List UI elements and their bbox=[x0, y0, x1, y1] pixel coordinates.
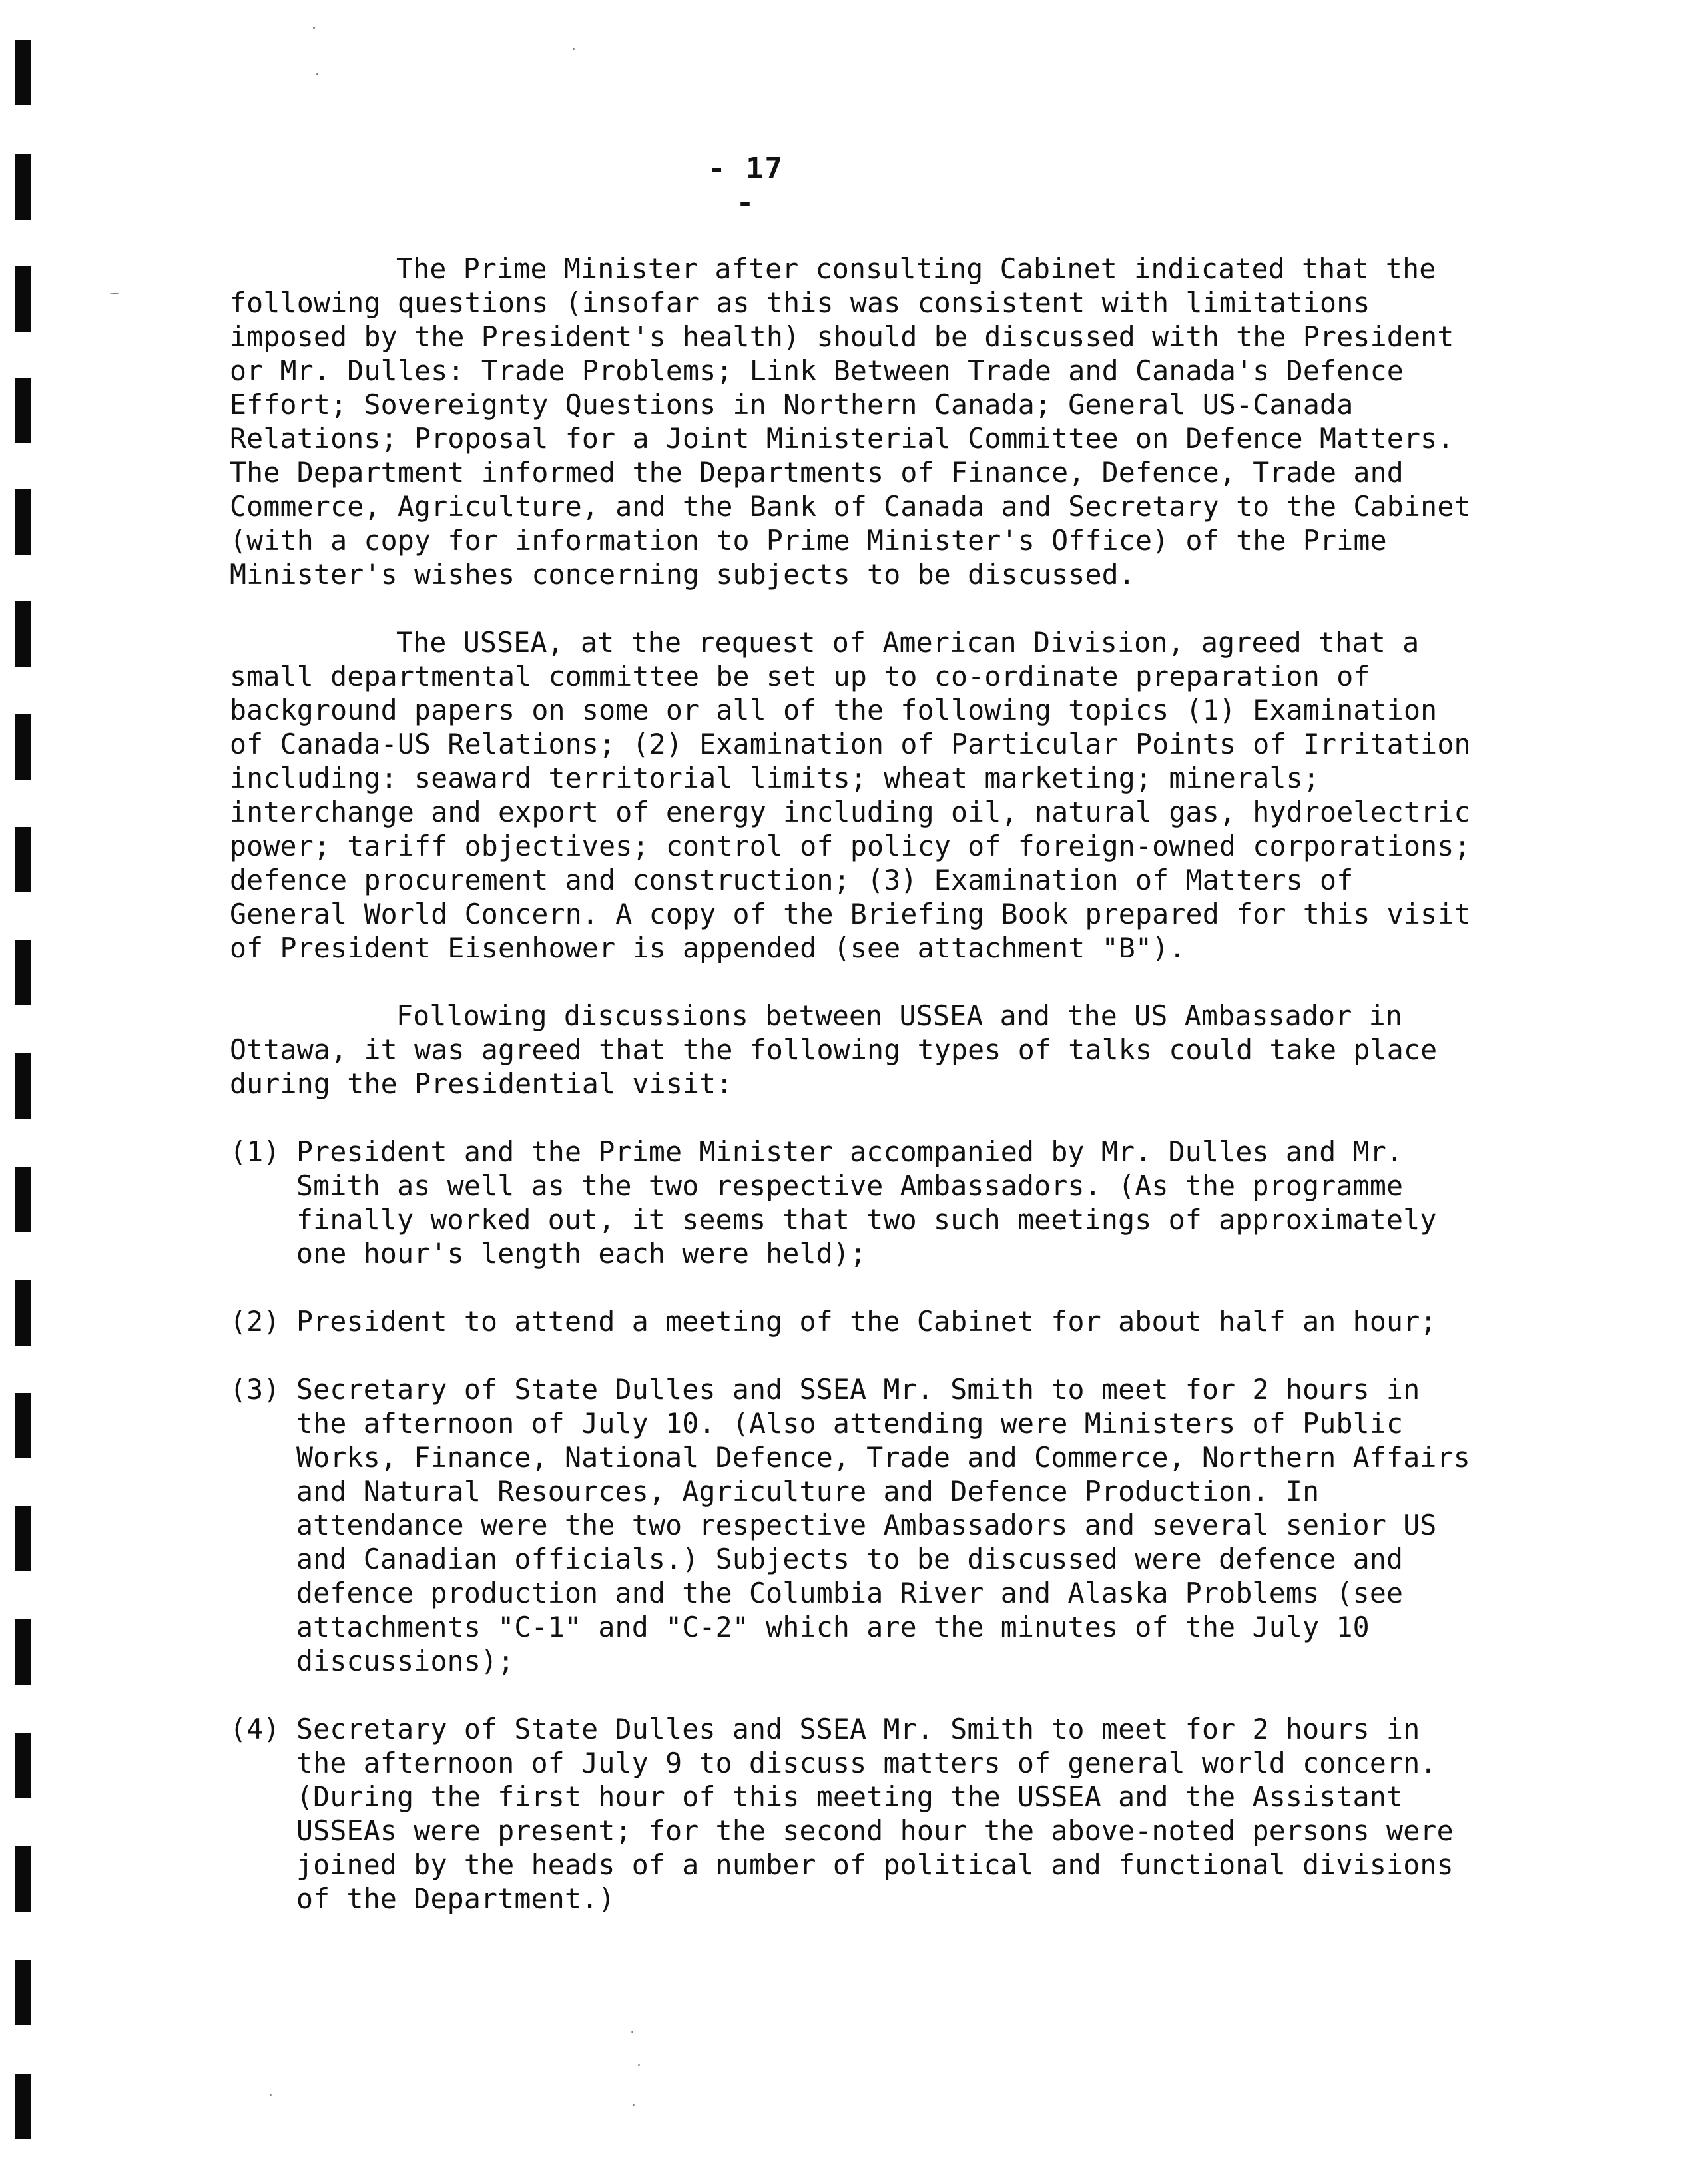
page-number: - 17 - bbox=[708, 152, 784, 220]
binder-mark bbox=[15, 601, 31, 667]
scan-speck bbox=[633, 2104, 635, 2106]
scan-speck bbox=[270, 2094, 272, 2096]
list-item bbox=[230, 1712, 1482, 1916]
document-body bbox=[230, 252, 1482, 1950]
list-marker: (1) bbox=[230, 1135, 280, 1168]
binder-mark bbox=[15, 40, 31, 105]
binder-mark bbox=[15, 266, 31, 332]
list-text: President and the Prime Minister accompanied by Mr. Dulles and Mr. Smith as well as the two respective Ambassadors. (As the programme finally worked out, it seems that two such meetings of approximately one hour's length each were held); bbox=[296, 1135, 1437, 1270]
binder-mark bbox=[15, 1733, 31, 1798]
binder-mark bbox=[15, 1167, 31, 1232]
paragraph: Following discussions between USSEA and the US Ambassador in Ottawa, it was agreed that the following types of talks could take place during the Presidential visit: bbox=[230, 999, 1438, 1100]
paragraph: The Prime Minister after consulting Cabinet indicated that the following questions (insofar as this was consistent with limitations imposed by the President's health) should be discussed with the President or Mr. Dulles: Trade Problems; Link Between Trade and Canada's Defence Effort; Sovereignty Questions in Northern Canada; General US-Canada Relations; Proposal for a Joint Ministerial Committee on Defence Matters. The Department informed the Departments of Finance, Defence, Trade and Commerce, Agriculture, and the Bank of Canada and Secretary to the Cabinet (with a copy for information to Prime Minister's Office) of the Prime Minister's wishes concerning subjects to be discussed. bbox=[230, 252, 1471, 591]
list-text: Secretary of State Dulles and SSEA Mr. Smith to meet for 2 hours in the afternoon of July 10. (Also attending were Ministers of Public Works, Finance, National Defence, Trade and Commerce, Northern Affairs and Natural Resources, Agriculture and Defence Production. In attendance were the two respective Ambassadors and several senior US and Canadian officials.) Subjects to be discussed were defence and defence production and the Columbia River and Alaska Problems (see attachments "C-1" and "C-2" which are the minutes of the July 10 discussions); bbox=[296, 1373, 1470, 1677]
binder-mark bbox=[15, 1960, 31, 2025]
list-marker: (4) bbox=[230, 1713, 280, 1745]
binder-mark bbox=[15, 1280, 31, 1346]
list-marker: (2) bbox=[230, 1305, 280, 1338]
binder-mark bbox=[15, 1393, 31, 1458]
list-item bbox=[230, 1372, 1482, 1678]
scan-speck bbox=[316, 73, 318, 75]
scan-speck bbox=[573, 48, 575, 50]
scan-speck bbox=[638, 2064, 640, 2066]
binder-mark bbox=[15, 940, 31, 1005]
binder-punch-marks bbox=[15, 0, 35, 2184]
binder-mark bbox=[15, 1619, 31, 1685]
scan-speck bbox=[631, 2031, 633, 2033]
talks-list bbox=[230, 1135, 1482, 1916]
binder-mark bbox=[15, 489, 31, 555]
binder-mark bbox=[15, 378, 31, 443]
binder-mark bbox=[15, 2074, 31, 2139]
binder-mark bbox=[15, 1846, 31, 1912]
binder-mark bbox=[15, 1506, 31, 1571]
list-text: President to attend a meeting of the Cabinet for about half an hour; bbox=[296, 1305, 1437, 1338]
scan-speck bbox=[313, 27, 315, 29]
paragraph: The USSEA, at the request of American Division, agreed that a small departmental committee be set up to co-ordinate preparation of background papers on some or all of the following topics (1) Examination of Canada-US Relations; (2) Examination of Particular Points of Irritation including: seaward territorial limits; wheat marketing; minerals; interchange and export of energy including oil, natural gas, hydroelectric power; tariff objectives; control of policy of foreign-owned corporations; defence procurement and construction; (3) Examination of Matters of General World Concern. A copy of the Briefing Book prepared for this visit of President Eisenhower is appended (see attachment "B"). bbox=[230, 626, 1471, 964]
scan-speck bbox=[110, 293, 119, 294]
binder-mark bbox=[15, 827, 31, 892]
list-text: Secretary of State Dulles and SSEA Mr. Smith to meet for 2 hours in the afternoon of July 9 to discuss matters of general world concern. (During the first hour of this meeting the USSEA and the Assistant USSEAs were present; for the second hour the above-noted persons were joined by the heads of a number of political and functional divisions of the Department.) bbox=[296, 1713, 1454, 1915]
list-item bbox=[230, 1135, 1482, 1270]
list-item bbox=[230, 1304, 1482, 1338]
binder-mark bbox=[15, 1053, 31, 1119]
binder-mark bbox=[15, 154, 31, 220]
binder-mark bbox=[15, 714, 31, 780]
list-marker: (3) bbox=[230, 1373, 280, 1406]
